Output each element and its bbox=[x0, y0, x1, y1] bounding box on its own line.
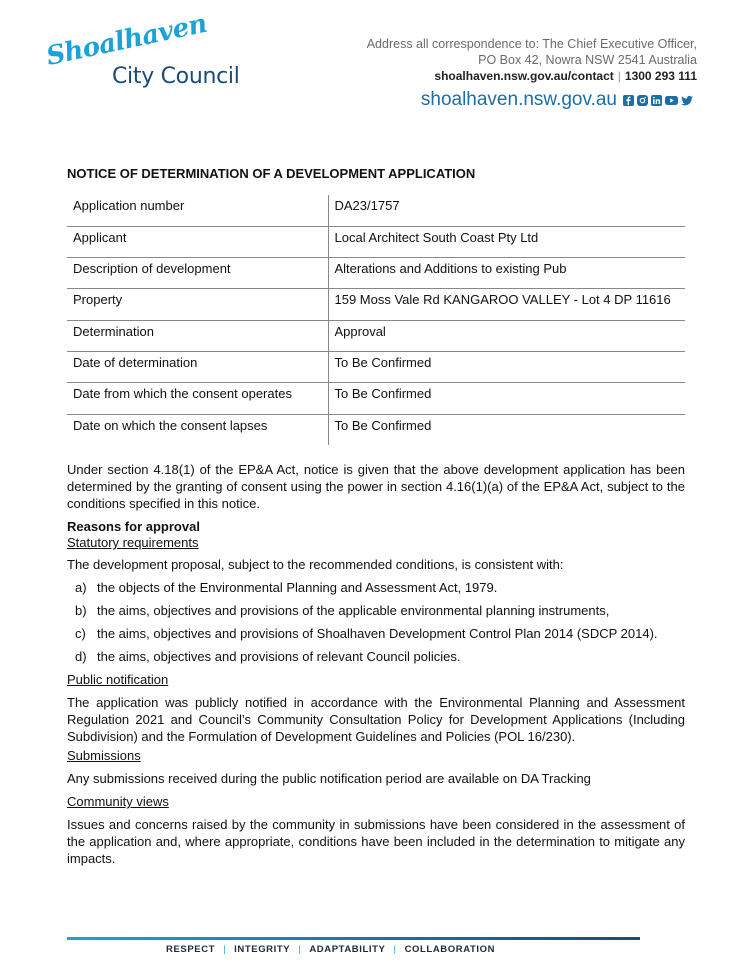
list-marker: c) bbox=[75, 626, 86, 641]
contact-line bbox=[434, 69, 697, 83]
youtube-icon[interactable] bbox=[665, 95, 678, 106]
list-text: the aims, objectives and provisions of Shoalhaven Development Control Plan 2014 (SDCP 2014). bbox=[97, 626, 658, 641]
table-row bbox=[67, 414, 685, 445]
public-notification-heading: Public notification bbox=[67, 672, 169, 687]
table-row bbox=[67, 320, 685, 351]
statutory-intro: The development proposal, subject to the recommended conditions, is consistent with: bbox=[67, 557, 564, 572]
footer-value: ADAPTABILITY bbox=[309, 944, 386, 955]
website-link[interactable]: shoalhaven.nsw.gov.au bbox=[420, 89, 617, 110]
list-marker: b) bbox=[75, 603, 87, 618]
list-item bbox=[75, 603, 609, 618]
list-text: the objects of the Environmental Planning and Assessment Act, 1979. bbox=[97, 580, 498, 595]
contact-link[interactable]: shoalhaven.nsw.gov.au/contact bbox=[434, 69, 614, 83]
row-value: To Be Confirmed bbox=[328, 383, 685, 414]
twitter-icon[interactable] bbox=[681, 95, 693, 106]
public-notification-text: The application was publicly notified in accordance with the Environmental Planning and Assessment Regulation 2021 and Council’s Community Consultation Policy for Development Applications (Including Subdivision) and the Formulation of Development Guidelines and Policies (POL 16/230). bbox=[67, 695, 685, 744]
row-label: Date from which the consent operates bbox=[73, 386, 292, 402]
facebook-icon[interactable] bbox=[623, 95, 634, 106]
row-value: Approval bbox=[328, 320, 685, 351]
address-line-1: Address all correspondence to: The Chief Executive Officer, bbox=[366, 37, 697, 51]
row-label: Applicant bbox=[73, 229, 127, 245]
row-value: Alterations and Additions to existing Pub bbox=[328, 258, 685, 289]
list-text: the aims, objectives and provisions of the applicable environmental planning instruments, bbox=[97, 603, 610, 618]
page-title: NOTICE OF DETERMINATION OF A DEVELOPMENT APPLICATION bbox=[67, 166, 476, 181]
footer-separator: | bbox=[393, 944, 397, 955]
statutory-heading: Statutory requirements bbox=[67, 535, 199, 550]
footer-value: COLLABORATION bbox=[404, 944, 496, 955]
submissions-text: Any submissions received during the public notification period are available on DA Tracking bbox=[67, 771, 591, 786]
phone-number: 1300 293 111 bbox=[624, 69, 697, 83]
table-row bbox=[67, 226, 685, 257]
row-value: 159 Moss Vale Rd KANGAROO VALLEY - Lot 4 DP 11616 bbox=[328, 289, 685, 320]
table-row bbox=[67, 289, 685, 320]
instagram-icon[interactable] bbox=[637, 95, 648, 106]
list-marker: a) bbox=[75, 580, 87, 595]
row-value: Local Architect South Coast Pty Ltd bbox=[328, 226, 685, 257]
website-row bbox=[421, 89, 693, 111]
linkedin-icon[interactable] bbox=[651, 95, 662, 106]
community-text: Issues and concerns raised by the community in submissions have been considered in the assessment of the application and, where appropriate, conditions have been included in the determination to mitigate any impacts. bbox=[67, 817, 685, 866]
footer-value: RESPECT bbox=[166, 944, 216, 955]
row-label: Application number bbox=[73, 198, 185, 213]
notice-paragraph: Under section 4.18(1) of the EP&A Act, notice is given that the above development application has been determined by the granting of consent using the power in section 4.16(1)(a) of the EP&A Act, subject to the conditions specified in this notice. bbox=[67, 462, 685, 511]
row-value: DA23/1757 bbox=[328, 195, 685, 226]
footer-separator: | bbox=[298, 944, 302, 955]
list-text: the aims, objectives and provisions of relevant Council policies. bbox=[97, 649, 461, 664]
row-label: Determination bbox=[73, 323, 154, 339]
footer-value: INTEGRITY bbox=[234, 944, 291, 955]
row-label: Date on which the consent lapses bbox=[73, 417, 268, 433]
row-label: Date of determination bbox=[73, 354, 198, 370]
table-row bbox=[67, 195, 685, 226]
table-row bbox=[67, 383, 685, 414]
table-row bbox=[67, 351, 685, 382]
logo-shoalhaven: Shoalhaven bbox=[43, 8, 210, 72]
row-label: Description of development bbox=[73, 261, 231, 277]
divider: | bbox=[617, 69, 621, 83]
list-item bbox=[75, 649, 460, 664]
community-heading: Community views bbox=[67, 794, 169, 809]
row-value: To Be Confirmed bbox=[328, 351, 685, 382]
footer-values bbox=[166, 944, 495, 955]
footer-separator: | bbox=[223, 944, 227, 955]
submissions-heading: Submissions bbox=[67, 748, 141, 763]
address-line-2: PO Box 42, Nowra NSW 2541 Australia bbox=[478, 53, 697, 67]
table-row bbox=[67, 258, 685, 289]
reasons-heading: Reasons for approval bbox=[67, 519, 200, 534]
social-icons bbox=[623, 95, 693, 106]
application-details-table bbox=[67, 195, 685, 445]
row-label: Property bbox=[73, 292, 123, 308]
logo-city-council: City Council bbox=[112, 64, 240, 89]
row-value: To Be Confirmed bbox=[328, 414, 685, 445]
list-item bbox=[75, 626, 658, 641]
footer-divider bbox=[67, 937, 640, 940]
list-item bbox=[75, 580, 497, 595]
list-marker: d) bbox=[75, 649, 87, 664]
